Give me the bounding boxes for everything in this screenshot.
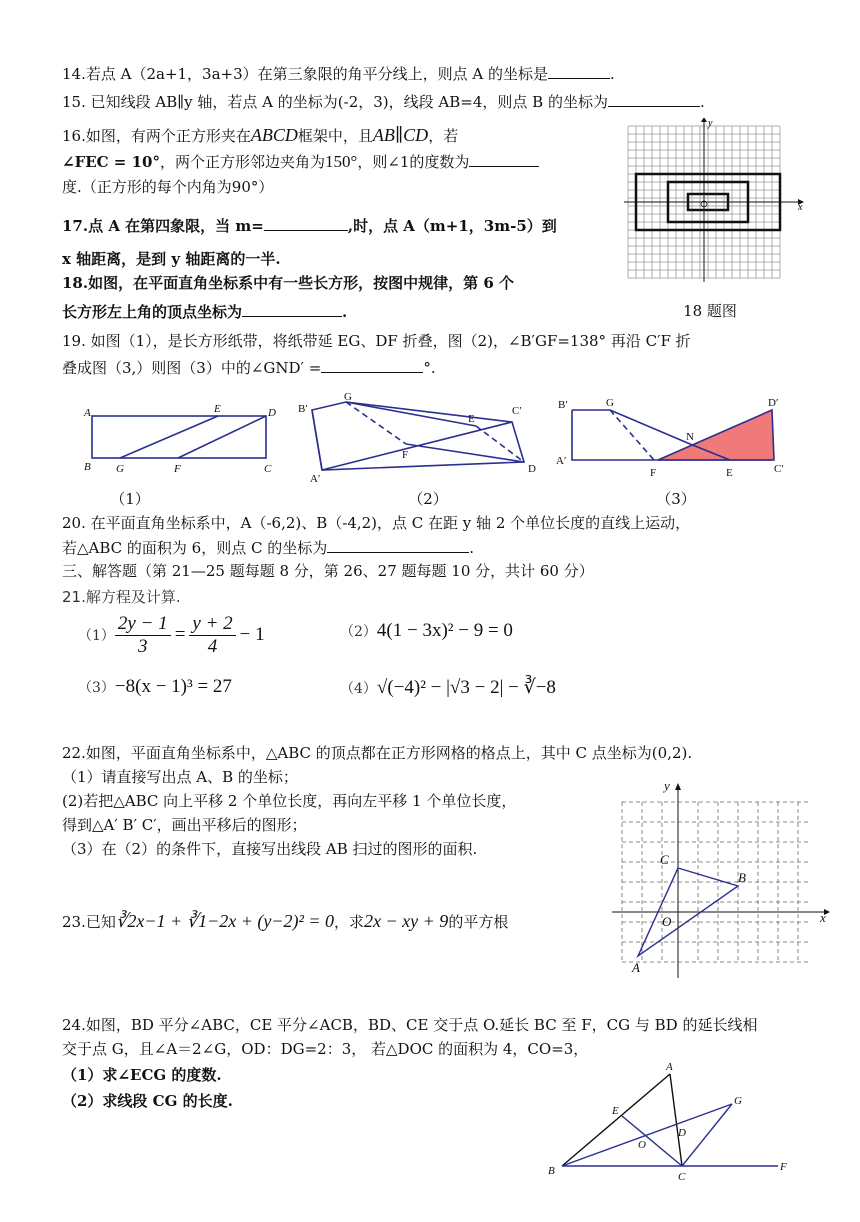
- fig16-x-label: x: [798, 202, 803, 213]
- q21-part-3: [78, 676, 232, 698]
- q20-text-a: 20. 在平面直角坐标系中，A（-6,2)、B（-4,2)，点 C 在距 y 轴 2 个单位长度的直线上运动，: [62, 514, 691, 532]
- q17-answer-blank[interactable]: [264, 214, 348, 231]
- question-21-title: 21.解方程及计算.: [62, 588, 181, 606]
- fig22-label-b: B: [738, 870, 746, 885]
- question-24-line-2: 交于点 G，且∠A＝2∠G，OD：DG=2：3， 若△DOC 的面积为 4，CO=3，: [62, 1040, 589, 1058]
- fig22-y-label: y: [664, 780, 670, 793]
- question-18-line-2: [62, 300, 347, 323]
- triangle-grid-figure: [612, 780, 838, 980]
- fig3-label-f: F: [650, 467, 657, 479]
- q18-text-a: 18.如图，在平面直角坐标系中有一些长方形，按图中规律，第 6 个: [62, 274, 514, 292]
- q21-p1-eq: =: [174, 624, 186, 645]
- q23-expr: ∛2x−1 + ∛1−2x + (y−2)² = 0: [115, 911, 335, 931]
- fig3-label-n: N: [686, 431, 694, 443]
- q16-text-f: 度.（正方形的每个内角为90°）: [62, 178, 274, 196]
- fig22-label-o: O: [662, 914, 672, 929]
- fig2-label-c: C′: [512, 405, 522, 417]
- q19-answer-blank[interactable]: [321, 356, 423, 373]
- question-19-line-2: [62, 356, 436, 379]
- q19-text-a: 19. 如图（1），是长方形纸带，将纸带延 EG、DF 折叠，图（2)，∠B′GF=138° 再沿 C′F 折: [62, 332, 691, 350]
- q17-text-b: ,时，点 A（m+1，3m-5）到: [347, 217, 557, 235]
- rectangles-grid-figure: [620, 118, 810, 286]
- fig19-caption-1: （1）: [110, 490, 150, 508]
- fig1-label-a: A: [84, 407, 91, 419]
- q21-p3-label: （3）: [78, 680, 115, 696]
- q14-end: .: [610, 65, 615, 83]
- fig1-label-c: C: [264, 463, 272, 475]
- q21-p1-num2: y + 2: [189, 613, 235, 636]
- question-24-line-3: （1）求∠ECG 的度数.: [62, 1066, 222, 1084]
- q16-answer-blank[interactable]: [469, 150, 539, 167]
- fig3-label-c: C′: [774, 463, 784, 475]
- fig2-strip: [312, 402, 524, 470]
- q21-p1-fraction-right: [189, 613, 235, 658]
- fig22-label-a: A: [632, 960, 640, 975]
- fig24-label-o: O: [638, 1139, 646, 1151]
- q14-text: 14.若点 A（2a+1，3a+3）在第三象限的角平分线上，则点 A 的坐标是: [62, 65, 549, 83]
- q14-answer-blank[interactable]: [548, 62, 610, 79]
- fig3-label-e: E: [726, 467, 733, 479]
- fig24-label-f: F: [780, 1161, 787, 1173]
- q21-p2-label: （2）: [340, 624, 377, 640]
- question-22-line-1: 22.如图，平面直角坐标系中，△ABC 的顶点都在正方形网格的格点上，其中 C 点坐标为(0,2).: [62, 744, 693, 762]
- fig2-label-b: B′: [298, 403, 308, 415]
- q16-text-b: 框架中，且: [297, 127, 373, 145]
- fig2-label-f: F: [402, 449, 409, 461]
- question-23: [62, 910, 508, 933]
- fig1-label-g: G: [116, 463, 124, 475]
- fig22-x-label: x: [820, 910, 826, 925]
- question-16-line-1: [62, 124, 458, 147]
- fig3-label-d: D′: [768, 397, 779, 409]
- triangle-bisector-figure: [542, 1060, 802, 1184]
- question-22-line-4: 得到△A′ B′ C′，画出平移后的图形；: [62, 816, 307, 834]
- fig2-label-g: G: [344, 392, 352, 403]
- q16-text-d: ，两个正方形邻边夹角为: [159, 153, 325, 171]
- fig2-label-a: A′: [310, 473, 321, 484]
- question-14: [62, 62, 615, 85]
- question-17-line-1: [62, 214, 557, 237]
- fig24-label-e: E: [612, 1105, 619, 1117]
- question-20-line-2: [62, 536, 474, 559]
- fig2-label-d: D: [528, 463, 536, 475]
- q16-angle-fec: ∠FEC = 10°: [62, 153, 160, 171]
- q21-part-4: [340, 676, 556, 699]
- question-24-line-4: （2）求线段 CG 的长度.: [62, 1092, 233, 1110]
- question-20-line-1: [62, 512, 690, 534]
- fig24-label-g: G: [734, 1095, 742, 1107]
- fig1-rectangle: [92, 416, 266, 458]
- fig3-label-g: G: [606, 397, 614, 409]
- question-18-line-1: [62, 272, 514, 294]
- q15-end: .: [699, 93, 705, 111]
- fig3-label-b: B′: [558, 399, 568, 411]
- q21-p1-num1: 2y − 1: [115, 613, 171, 636]
- q20-text-b: 若△ABC 的面积为 6，则点 C 的坐标为: [62, 539, 328, 557]
- question-15: [62, 90, 705, 113]
- fig24-label-b: B: [548, 1165, 555, 1177]
- q21-p1-label: （1）: [78, 628, 115, 644]
- q23-expr2: 2x − xy + 9: [364, 911, 449, 931]
- question-22-line-5: （3）在（2）的条件下，直接写出线段 AB 扫过的图形的面积.: [62, 840, 478, 858]
- q21-p3-expr: −8(x − 1)³ = 27: [114, 676, 232, 697]
- q17-text-c: x 轴距离，是到 y 轴距离的一半.: [62, 250, 281, 268]
- fig1-label-e: E: [214, 403, 221, 415]
- fig3-label-a: A′: [556, 455, 567, 467]
- fig1-label-b: B: [84, 461, 91, 473]
- q21-p1-den1: 3: [138, 635, 148, 657]
- q15-answer-blank[interactable]: [608, 90, 700, 107]
- section-3-heading: 三、解答题（第 21—25 题每题 8 分，第 26、27 题每题 10 分，共计 60 分）: [62, 562, 594, 580]
- q23-text-b: ，求: [334, 913, 365, 931]
- question-16-line-2: [62, 150, 539, 173]
- q16-abcd: ABCD: [250, 125, 298, 145]
- fig19-caption-3: （3）: [656, 490, 696, 508]
- q15-text: 15. 已知线段 AB∥y 轴，若点 A 的坐标为(-2，3)，线段 AB=4，则点 B 的坐标为: [62, 93, 608, 111]
- q21-p1-fraction-left: [115, 613, 171, 658]
- q16-text-a: 16.如图，有两个正方形夹在: [62, 127, 251, 145]
- fig24-label-c: C: [678, 1171, 686, 1183]
- fig1-label-d: D: [268, 407, 276, 419]
- q19-text-b: 叠成图（3,）则图（3）中的∠GND′ =: [62, 359, 322, 377]
- folding-strip-figures: [78, 392, 808, 484]
- q23-text-c: 的平方根: [448, 913, 509, 931]
- fig3-shaded-triangle: [658, 410, 774, 460]
- q17-text-a: 17.点 A 在第四象限，当 m=: [62, 217, 264, 235]
- q19-text-c: °.: [423, 359, 436, 377]
- q20-end: .: [469, 539, 475, 557]
- fig24-label-a: A: [666, 1061, 673, 1073]
- fig1-label-f: F: [174, 463, 181, 475]
- q18-answer-blank[interactable]: [242, 300, 342, 317]
- question-24-line-1: 24.如图，BD 平分∠ABC，CE 平分∠ACB，BD、CE 交于点 O.延长 BC 至 F，CG 与 BD 的延长线相: [62, 1016, 758, 1034]
- q21-part-2: [340, 620, 513, 642]
- q16-parallel: AB∥CD: [372, 125, 429, 145]
- question-17-line-2: [62, 248, 281, 270]
- q21-p1-den2: 4: [207, 635, 218, 657]
- fig2-label-e: E: [468, 413, 475, 425]
- fig16-y-label: y: [708, 118, 713, 129]
- q18-text-b: 长方形左上角的顶点坐标为: [62, 303, 243, 321]
- question-16-line-3: [62, 176, 273, 198]
- fig18-caption: 18 题图: [683, 302, 737, 320]
- q18-end: .: [342, 303, 348, 321]
- q21-part-1: [78, 610, 265, 660]
- fig19-caption-2: （2）: [408, 490, 448, 508]
- question-19-line-1: [62, 330, 691, 352]
- fig24-label-d: D: [678, 1127, 686, 1139]
- q21-p2-expr: 4(1 − 3x)² − 9 = 0: [376, 620, 513, 641]
- q21-p1-tail: − 1: [239, 624, 265, 645]
- q16-text-c: ，若: [428, 127, 459, 145]
- q16-text-e: ，则∠1的度数为: [357, 153, 470, 171]
- q23-text-a: 23.已知: [62, 913, 116, 931]
- q21-p4-expr: √(−4)² − |√3 − 2| − ∛−8: [376, 677, 556, 698]
- q21-p4-label: （4）: [340, 680, 377, 697]
- question-22-line-2: （1）请直接写出点 A、B 的坐标；: [62, 768, 298, 786]
- q16-deg150: 150°: [325, 152, 358, 171]
- q20-answer-blank[interactable]: [327, 536, 469, 553]
- question-22-line-3: (2)若把△ABC 向上平移 2 个单位长度，再向左平移 1 个单位长度，: [62, 792, 517, 810]
- fig22-label-c: C: [660, 852, 669, 867]
